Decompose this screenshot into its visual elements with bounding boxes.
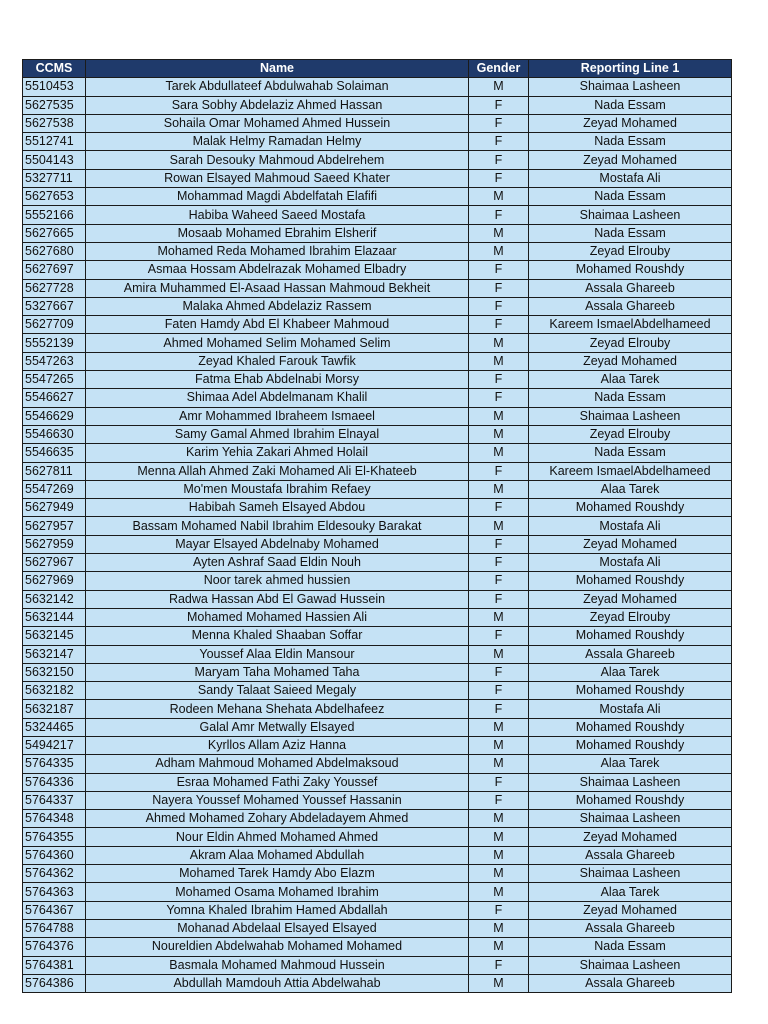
gender-cell: F (469, 901, 529, 919)
name-cell: Habiba Waheed Saeed Mostafa (86, 206, 469, 224)
gender-cell: F (469, 590, 529, 608)
ccms-cell: 5632145 (23, 627, 86, 645)
gender-cell: M (469, 224, 529, 242)
table-row (23, 682, 732, 700)
gender-cell: F (469, 261, 529, 279)
reporting-line-cell: Mostafa Ali (529, 517, 732, 535)
header-ccms: CCMS (23, 60, 86, 78)
ccms-cell: 5632150 (23, 663, 86, 681)
gender-cell: F (469, 316, 529, 334)
table-row (23, 371, 732, 389)
reporting-line-cell: Zeyad Mohamed (529, 901, 732, 919)
reporting-line-cell: Kareem IsmaelAbdelhameed (529, 462, 732, 480)
name-cell: Mayar Elsayed Abdelnaby Mohamed (86, 535, 469, 553)
ccms-cell: 5627959 (23, 535, 86, 553)
gender-cell: F (469, 114, 529, 132)
gender-cell: M (469, 517, 529, 535)
reporting-line-cell: Zeyad Elrouby (529, 608, 732, 626)
reporting-line-cell: Nada Essam (529, 96, 732, 114)
name-cell: Youssef Alaa Eldin Mansour (86, 645, 469, 663)
reporting-line-cell: Nada Essam (529, 133, 732, 151)
reporting-line-cell: Mostafa Ali (529, 554, 732, 572)
name-cell: Mosaab Mohamed Ebrahim Elsherif (86, 224, 469, 242)
table-row (23, 590, 732, 608)
reporting-line-cell: Alaa Tarek (529, 371, 732, 389)
reporting-line-cell: Mohamed Roushdy (529, 261, 732, 279)
name-cell: Ahmed Mohamed Selim Mohamed Selim (86, 334, 469, 352)
ccms-cell: 5552139 (23, 334, 86, 352)
gender-cell: F (469, 627, 529, 645)
name-cell: Mohanad Abdelaal Elsayed Elsayed (86, 919, 469, 937)
reporting-line-cell: Shaimaa Lasheen (529, 78, 732, 96)
ccms-cell: 5627969 (23, 572, 86, 590)
reporting-line-cell: Alaa Tarek (529, 663, 732, 681)
table-row (23, 224, 732, 242)
ccms-cell: 5327711 (23, 169, 86, 187)
table-row (23, 828, 732, 846)
ccms-cell: 5764335 (23, 755, 86, 773)
gender-cell: M (469, 78, 529, 96)
table-row (23, 279, 732, 297)
ccms-cell: 5764348 (23, 810, 86, 828)
ccms-cell: 5504143 (23, 151, 86, 169)
gender-cell: M (469, 846, 529, 864)
table-row (23, 846, 732, 864)
name-cell: Nour Eldin Ahmed Mohamed Ahmed (86, 828, 469, 846)
header-reporting-line: Reporting Line 1 (529, 60, 732, 78)
gender-cell: M (469, 919, 529, 937)
table-row (23, 78, 732, 96)
reporting-line-cell: Mohamed Roushdy (529, 499, 732, 517)
gender-cell: F (469, 663, 529, 681)
gender-cell: M (469, 334, 529, 352)
reporting-line-cell: Zeyad Elrouby (529, 242, 732, 260)
table-row (23, 755, 732, 773)
ccms-cell: 5627957 (23, 517, 86, 535)
name-cell: Adham Mahmoud Mohamed Abdelmaksoud (86, 755, 469, 773)
name-cell: Ahmed Mohamed Zohary Abdeladayem Ahmed (86, 810, 469, 828)
reporting-line-cell: Zeyad Mohamed (529, 535, 732, 553)
table-row (23, 188, 732, 206)
reporting-line-cell: Mohamed Roushdy (529, 718, 732, 736)
table-row (23, 883, 732, 901)
table-row (23, 700, 732, 718)
ccms-cell: 5627680 (23, 242, 86, 260)
gender-cell: M (469, 883, 529, 901)
gender-cell: M (469, 865, 529, 883)
gender-cell: M (469, 755, 529, 773)
gender-cell: F (469, 297, 529, 315)
ccms-cell: 5632182 (23, 682, 86, 700)
table-body (23, 78, 732, 993)
name-cell: Shimaa Adel Abdelmanam Khalil (86, 389, 469, 407)
gender-cell: F (469, 682, 529, 700)
reporting-line-cell: Shaimaa Lasheen (529, 810, 732, 828)
name-cell: Maryam Taha Mohamed Taha (86, 663, 469, 681)
reporting-line-cell: Shaimaa Lasheen (529, 206, 732, 224)
table-row (23, 480, 732, 498)
ccms-cell: 5764363 (23, 883, 86, 901)
name-cell: Rowan Elsayed Mahmoud Saeed Khater (86, 169, 469, 187)
table-row (23, 718, 732, 736)
name-cell: Noureldien Abdelwahab Mohamed Mohamed (86, 938, 469, 956)
table-row (23, 938, 732, 956)
gender-cell: F (469, 773, 529, 791)
name-cell: Zeyad Khaled Farouk Tawfik (86, 352, 469, 370)
table-row (23, 517, 732, 535)
reporting-line-cell: Mohamed Roushdy (529, 791, 732, 809)
table-row (23, 334, 732, 352)
name-cell: Mohamed Tarek Hamdy Abo Elazm (86, 865, 469, 883)
ccms-cell: 5764381 (23, 956, 86, 974)
table-row (23, 865, 732, 883)
name-cell: Noor tarek ahmed hussien (86, 572, 469, 590)
reporting-line-cell: Shaimaa Lasheen (529, 956, 732, 974)
name-cell: Faten Hamdy Abd El Khabeer Mahmoud (86, 316, 469, 334)
ccms-cell: 5547269 (23, 480, 86, 498)
ccms-cell: 5510453 (23, 78, 86, 96)
table-row (23, 352, 732, 370)
name-cell: Yomna Khaled Ibrahim Hamed Abdallah (86, 901, 469, 919)
reporting-line-cell: Kareem IsmaelAbdelhameed (529, 316, 732, 334)
table-row (23, 242, 732, 260)
name-cell: Karim Yehia Zakari Ahmed Holail (86, 444, 469, 462)
name-cell: Sarah Desouky Mahmoud Abdelrehem (86, 151, 469, 169)
table-row (23, 114, 732, 132)
gender-cell: F (469, 535, 529, 553)
table-row (23, 169, 732, 187)
table-row (23, 407, 732, 425)
reporting-line-cell: Assala Ghareeb (529, 645, 732, 663)
name-cell: Sohaila Omar Mohamed Ahmed Hussein (86, 114, 469, 132)
name-cell: Mo'men Moustafa Ibrahim Refaey (86, 480, 469, 498)
name-cell: Samy Gamal Ahmed Ibrahim Elnayal (86, 425, 469, 443)
table-row (23, 316, 732, 334)
gender-cell: F (469, 133, 529, 151)
name-cell: Sara Sobhy Abdelaziz Ahmed Hassan (86, 96, 469, 114)
name-cell: Fatma Ehab Abdelnabi Morsy (86, 371, 469, 389)
gender-cell: M (469, 645, 529, 663)
table-row (23, 901, 732, 919)
reporting-line-cell: Alaa Tarek (529, 480, 732, 498)
name-cell: Bassam Mohamed Nabil Ibrahim Eldesouky Barakat (86, 517, 469, 535)
table-row (23, 974, 732, 992)
gender-cell: F (469, 572, 529, 590)
name-cell: Rodeen Mehana Shehata Abdelhafeez (86, 700, 469, 718)
table-row (23, 297, 732, 315)
gender-cell: M (469, 938, 529, 956)
gender-cell: M (469, 974, 529, 992)
name-cell: Amr Mohammed Ibraheem Ismaeel (86, 407, 469, 425)
reporting-line-cell: Mohamed Roushdy (529, 682, 732, 700)
table-row (23, 462, 732, 480)
gender-cell: F (469, 389, 529, 407)
gender-cell: M (469, 352, 529, 370)
name-cell: Akram Alaa Mohamed Abdullah (86, 846, 469, 864)
ccms-cell: 5324465 (23, 718, 86, 736)
reporting-line-cell: Shaimaa Lasheen (529, 773, 732, 791)
reporting-line-cell: Zeyad Mohamed (529, 828, 732, 846)
name-cell: Basmala Mohamed Mahmoud Hussein (86, 956, 469, 974)
ccms-cell: 5546635 (23, 444, 86, 462)
gender-cell: M (469, 736, 529, 754)
name-cell: Asmaa Hossam Abdelrazak Mohamed Elbadry (86, 261, 469, 279)
reporting-line-cell: Nada Essam (529, 188, 732, 206)
gender-cell: M (469, 242, 529, 260)
reporting-line-cell: Alaa Tarek (529, 755, 732, 773)
reporting-line-cell: Assala Ghareeb (529, 846, 732, 864)
gender-cell: F (469, 279, 529, 297)
table-row (23, 206, 732, 224)
name-cell: Habibah Sameh Elsayed Abdou (86, 499, 469, 517)
ccms-cell: 5632187 (23, 700, 86, 718)
gender-cell: M (469, 828, 529, 846)
ccms-cell: 5512741 (23, 133, 86, 151)
ccms-cell: 5632147 (23, 645, 86, 663)
ccms-cell: 5627709 (23, 316, 86, 334)
table-row (23, 791, 732, 809)
table-row (23, 608, 732, 626)
gender-cell: F (469, 499, 529, 517)
ccms-cell: 5764336 (23, 773, 86, 791)
table-row (23, 499, 732, 517)
reporting-line-cell: Shaimaa Lasheen (529, 865, 732, 883)
table-row (23, 261, 732, 279)
gender-cell: M (469, 608, 529, 626)
reporting-line-cell: Mohamed Roushdy (529, 572, 732, 590)
reporting-line-cell: Mohamed Roushdy (529, 736, 732, 754)
reporting-line-cell: Shaimaa Lasheen (529, 407, 732, 425)
ccms-cell: 5494217 (23, 736, 86, 754)
table-row (23, 627, 732, 645)
ccms-cell: 5327667 (23, 297, 86, 315)
reporting-line-cell: Assala Ghareeb (529, 974, 732, 992)
table-row (23, 645, 732, 663)
ccms-cell: 5546627 (23, 389, 86, 407)
name-cell: Sandy Talaat Saieed Megaly (86, 682, 469, 700)
reporting-line-cell: Zeyad Mohamed (529, 590, 732, 608)
table-row (23, 956, 732, 974)
table-row (23, 736, 732, 754)
table-row (23, 572, 732, 590)
table-row (23, 554, 732, 572)
gender-cell: F (469, 96, 529, 114)
name-cell: Malak Helmy Ramadan Helmy (86, 133, 469, 151)
ccms-cell: 5547265 (23, 371, 86, 389)
header-gender: Gender (469, 60, 529, 78)
gender-cell: F (469, 791, 529, 809)
gender-cell: M (469, 444, 529, 462)
reporting-line-cell: Zeyad Mohamed (529, 114, 732, 132)
table-header (23, 60, 732, 78)
employee-table (22, 59, 732, 993)
table-row (23, 810, 732, 828)
name-cell: Amira Muhammed El-Asaad Hassan Mahmoud Bekheit (86, 279, 469, 297)
name-cell: Abdullah Mamdouh Attia Abdelwahab (86, 974, 469, 992)
ccms-cell: 5632144 (23, 608, 86, 626)
reporting-line-cell: Zeyad Elrouby (529, 425, 732, 443)
gender-cell: F (469, 371, 529, 389)
gender-cell: M (469, 425, 529, 443)
header-row (23, 60, 732, 78)
gender-cell: F (469, 151, 529, 169)
gender-cell: F (469, 956, 529, 974)
name-cell: Tarek Abdullateef Abdulwahab Solaiman (86, 78, 469, 96)
gender-cell: F (469, 554, 529, 572)
ccms-cell: 5764386 (23, 974, 86, 992)
table-row (23, 425, 732, 443)
ccms-cell: 5627665 (23, 224, 86, 242)
gender-cell: F (469, 700, 529, 718)
ccms-cell: 5546629 (23, 407, 86, 425)
name-cell: Ayten Ashraf Saad Eldin Nouh (86, 554, 469, 572)
gender-cell: F (469, 206, 529, 224)
ccms-cell: 5764337 (23, 791, 86, 809)
ccms-cell: 5627535 (23, 96, 86, 114)
table-row (23, 444, 732, 462)
ccms-cell: 5764376 (23, 938, 86, 956)
ccms-cell: 5764360 (23, 846, 86, 864)
table-row (23, 773, 732, 791)
table-row (23, 919, 732, 937)
name-cell: Radwa Hassan Abd El Gawad Hussein (86, 590, 469, 608)
reporting-line-cell: Assala Ghareeb (529, 279, 732, 297)
table-row (23, 535, 732, 553)
reporting-line-cell: Zeyad Elrouby (529, 334, 732, 352)
ccms-cell: 5627728 (23, 279, 86, 297)
ccms-cell: 5764355 (23, 828, 86, 846)
ccms-cell: 5627967 (23, 554, 86, 572)
gender-cell: M (469, 407, 529, 425)
name-cell: Galal Amr Metwally Elsayed (86, 718, 469, 736)
gender-cell: M (469, 188, 529, 206)
reporting-line-cell: Nada Essam (529, 444, 732, 462)
reporting-line-cell: Alaa Tarek (529, 883, 732, 901)
reporting-line-cell: Assala Ghareeb (529, 297, 732, 315)
table-row (23, 663, 732, 681)
table-row (23, 133, 732, 151)
ccms-cell: 5627697 (23, 261, 86, 279)
ccms-cell: 5547263 (23, 352, 86, 370)
header-name: Name (86, 60, 469, 78)
name-cell: Mohamed Osama Mohamed Ibrahim (86, 883, 469, 901)
ccms-cell: 5764367 (23, 901, 86, 919)
name-cell: Malaka Ahmed Abdelaziz Rassem (86, 297, 469, 315)
gender-cell: M (469, 718, 529, 736)
name-cell: Esraa Mohamed Fathi Zaky Youssef (86, 773, 469, 791)
reporting-line-cell: Mostafa Ali (529, 700, 732, 718)
gender-cell: M (469, 480, 529, 498)
ccms-cell: 5764788 (23, 919, 86, 937)
reporting-line-cell: Assala Ghareeb (529, 919, 732, 937)
reporting-line-cell: Mostafa Ali (529, 169, 732, 187)
name-cell: Nayera Youssef Mohamed Youssef Hassanin (86, 791, 469, 809)
table-row (23, 151, 732, 169)
name-cell: Menna Allah Ahmed Zaki Mohamed Ali El-Khateeb (86, 462, 469, 480)
table-row (23, 96, 732, 114)
ccms-cell: 5627538 (23, 114, 86, 132)
reporting-line-cell: Nada Essam (529, 389, 732, 407)
reporting-line-cell: Nada Essam (529, 224, 732, 242)
ccms-cell: 5764362 (23, 865, 86, 883)
table-row (23, 389, 732, 407)
name-cell: Kyrllos Allam Aziz Hanna (86, 736, 469, 754)
ccms-cell: 5552166 (23, 206, 86, 224)
ccms-cell: 5546630 (23, 425, 86, 443)
name-cell: Mohamed Mohamed Hassien Ali (86, 608, 469, 626)
ccms-cell: 5627653 (23, 188, 86, 206)
gender-cell: F (469, 169, 529, 187)
gender-cell: F (469, 462, 529, 480)
reporting-line-cell: Nada Essam (529, 938, 732, 956)
reporting-line-cell: Zeyad Mohamed (529, 352, 732, 370)
name-cell: Mohamed Reda Mohamed Ibrahim Elazaar (86, 242, 469, 260)
name-cell: Menna Khaled Shaaban Soffar (86, 627, 469, 645)
ccms-cell: 5627811 (23, 462, 86, 480)
reporting-line-cell: Mohamed Roushdy (529, 627, 732, 645)
name-cell: Mohammad Magdi Abdelfatah Elafifi (86, 188, 469, 206)
ccms-cell: 5632142 (23, 590, 86, 608)
ccms-cell: 5627949 (23, 499, 86, 517)
reporting-line-cell: Zeyad Mohamed (529, 151, 732, 169)
gender-cell: M (469, 810, 529, 828)
